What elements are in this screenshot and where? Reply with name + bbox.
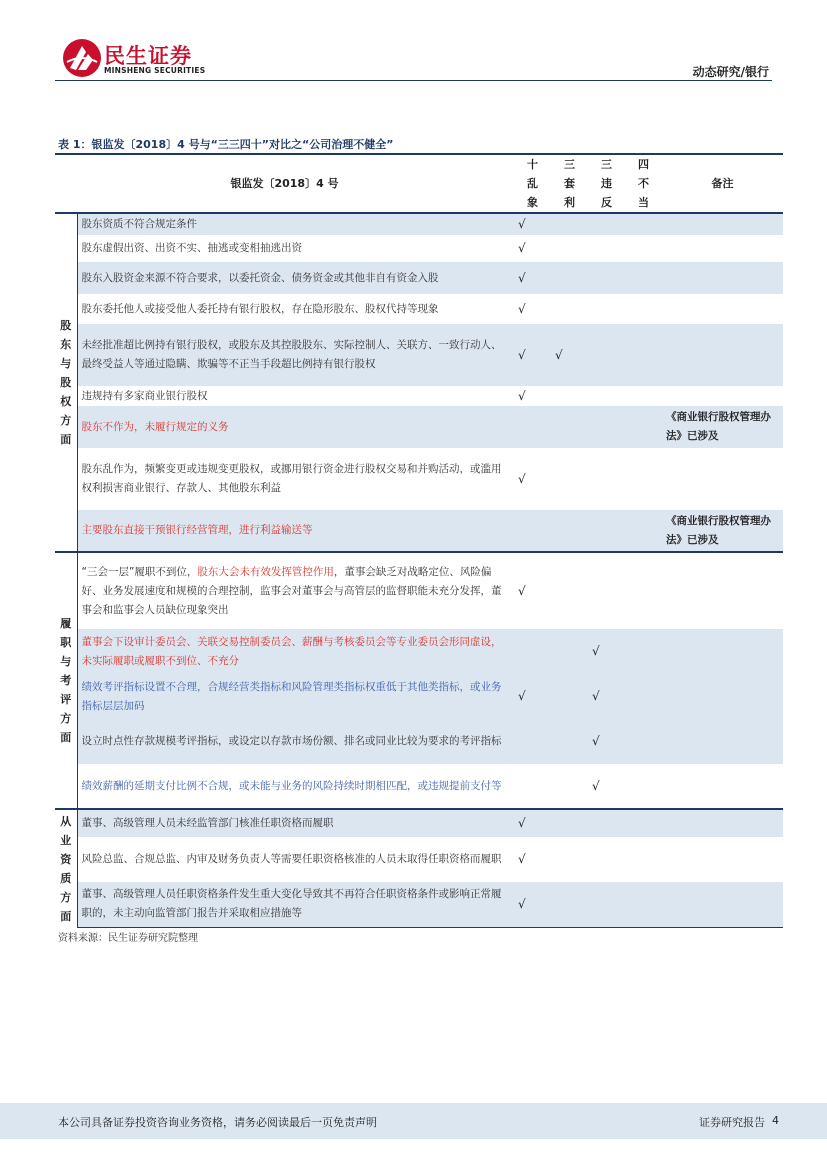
check-mark <box>588 213 625 235</box>
category-char: 评 <box>60 693 72 706</box>
category-char: 考 <box>60 674 72 687</box>
check-mark: √ <box>588 719 625 764</box>
table-title: 表 1：银监发〔2018〕4 号与“三三四十”对比之“公司治理不健全” <box>58 138 394 151</box>
check-mark <box>588 448 625 510</box>
header-char: 反 <box>601 196 613 209</box>
check-mark <box>588 837 625 882</box>
category-char: 权 <box>60 395 72 408</box>
header-char: 四 <box>638 158 650 171</box>
logo-text-cn: 民生证券 <box>104 44 192 68</box>
category-char: 从 <box>60 814 72 828</box>
check-mark <box>625 809 662 837</box>
check-mark <box>551 213 588 235</box>
category-char: 面 <box>60 909 72 923</box>
header-three-violation <box>588 155 625 213</box>
check-mark <box>588 235 625 262</box>
check-mark <box>625 324 662 386</box>
check-mark <box>551 386 588 406</box>
category-char: 方 <box>60 414 72 427</box>
check-mark: √ <box>551 324 588 386</box>
table-row <box>55 448 783 510</box>
table-row <box>55 213 783 235</box>
table-row <box>55 882 783 927</box>
check-mark: √ <box>592 778 600 793</box>
check-mark <box>625 629 662 674</box>
check-mark <box>625 882 662 927</box>
check-mark <box>551 552 588 629</box>
check-mark <box>625 719 662 764</box>
category-qualification <box>55 809 77 927</box>
row-description: 股东入股资金来源不符合要求，以委托资金、债务资金或其他非自有资金入股 <box>77 262 514 294</box>
category-char: 履 <box>60 617 72 630</box>
category-char: 与 <box>60 357 72 370</box>
check-mark <box>588 510 625 552</box>
table-row <box>55 764 783 809</box>
row-note <box>662 294 783 324</box>
header-char: 当 <box>638 196 650 209</box>
check-mark <box>625 213 662 235</box>
row-description: 董事、高级管理人员任职资格条件发生重大变化导致其不再符合任职资格条件或影响正常履职的，未主动向监管部门报告并采取相应措施等 <box>77 882 514 927</box>
row-note <box>662 882 783 927</box>
table-row <box>55 719 783 764</box>
row-note <box>662 552 783 629</box>
check-mark <box>625 764 662 809</box>
row-description: 风险总监、合规总监、内审及财务负责人等需要任职资格核准的人员未取得任职资格而履职 <box>81 853 502 865</box>
row-description: 违规持有多家商业银行股权 <box>81 389 208 402</box>
check-mark: √ <box>518 241 526 255</box>
table-row <box>55 235 783 262</box>
check-mark <box>588 882 625 927</box>
check-mark <box>551 406 588 448</box>
header-char: 不 <box>638 177 650 190</box>
category-char: 东 <box>60 338 72 351</box>
check-mark: √ <box>514 324 551 386</box>
check-mark <box>625 294 662 324</box>
row-note <box>662 837 783 882</box>
row-note <box>662 324 783 386</box>
row-note <box>662 809 783 837</box>
table-row <box>55 510 783 552</box>
row-description: 董事、高级管理人员未经监管部门核准任职资格而履职 <box>77 809 514 837</box>
header-char: 乱 <box>527 177 539 190</box>
header-char: 十 <box>527 158 539 171</box>
check-mark <box>625 837 662 882</box>
table-row <box>55 262 783 294</box>
row-note <box>662 235 783 262</box>
table-row <box>55 629 783 674</box>
check-mark <box>588 386 625 406</box>
source-note: 资料来源：民生证券研究院整理 <box>58 933 198 944</box>
check-mark: √ <box>518 852 526 866</box>
check-mark: √ <box>514 809 551 837</box>
check-mark <box>551 448 588 510</box>
category-char: 与 <box>60 655 72 668</box>
check-mark <box>625 235 662 262</box>
header-four-improper <box>625 155 662 213</box>
check-mark <box>551 235 588 262</box>
check-mark <box>514 719 551 764</box>
check-mark: √ <box>514 213 551 235</box>
category-shareholder <box>55 213 77 552</box>
row-description: 绩效薪酬的延期支付比例不合规，或未能与业务的风险持续时期相匹配，或违规提前支付等 <box>81 779 502 792</box>
minsheng-logo-icon <box>62 38 102 78</box>
check-mark <box>625 406 662 448</box>
check-mark: √ <box>514 552 551 629</box>
header-char: 三 <box>601 158 613 171</box>
category-duty-evaluation <box>55 552 77 809</box>
check-mark <box>551 719 588 764</box>
check-mark <box>514 764 551 809</box>
header-main: 银监发〔2018〕4 号 <box>55 155 514 213</box>
check-mark: √ <box>588 674 625 719</box>
category-char: 股 <box>60 376 72 389</box>
table-header-row <box>55 155 783 213</box>
check-mark <box>588 406 625 448</box>
check-mark <box>551 837 588 882</box>
row-note: 《商业银行股权管理办法》已涉及 <box>662 406 783 448</box>
row-note <box>662 674 783 719</box>
footer-report-label: 证券研究报告 <box>699 1116 765 1129</box>
check-mark: √ <box>514 262 551 294</box>
header-char: 三 <box>564 158 576 171</box>
table-row <box>55 837 783 882</box>
check-mark <box>625 552 662 629</box>
row-description: 股东虚假出资、出资不实、抽逃或变相抽逃出资 <box>81 242 302 254</box>
check-mark <box>551 629 588 674</box>
check-mark <box>551 764 588 809</box>
row-description: 股东委托他人或接受他人委托持有银行股权，存在隐形股东、股权代持等现象 <box>81 302 439 315</box>
header-divider <box>55 80 772 81</box>
category-char: 业 <box>60 833 72 847</box>
table-row <box>55 294 783 324</box>
logo-text-en: MINSHENG SECURITIES <box>104 66 206 75</box>
footer-disclaimer: 本公司具备证券投资咨询业务资格，请务必阅读最后一页免责声明 <box>58 1116 377 1129</box>
page-footer <box>0 1103 827 1139</box>
row-description: 董事会下设审计委员会、关联交易控制委员会、薪酬与考核委员会等专业委员会形同虚设，未实际履职或履职不到位、不充分 <box>77 629 514 674</box>
header-note: 备注 <box>662 155 783 213</box>
check-mark <box>551 809 588 837</box>
check-mark <box>588 294 625 324</box>
row-description: 股东不作为，未履行规定的义务 <box>77 406 514 448</box>
row-description: 主要股东直接干预银行经营管理，进行利益输送等 <box>77 510 514 552</box>
check-mark <box>588 324 625 386</box>
row-text-part: ，董事会缺乏对战略定位、风险偏好、业务发展速度和规模的合理控制，监事会对董事会与高管层的监督职能未充分发挥，董事会和监事会人员缺位现象突出 <box>81 565 502 616</box>
header-char: 象 <box>527 196 539 209</box>
category-char: 面 <box>60 433 72 446</box>
report-type-label: 动态研究/银行 <box>692 65 769 79</box>
header-char: 利 <box>564 196 576 209</box>
row-text-highlight: 股东大会未有效发挥管控作用 <box>197 565 334 578</box>
check-mark <box>551 262 588 294</box>
row-description: 设立时点性存款规模考评指标，或设定以存款市场份额、排名或同业比较为要求的考评指标 <box>77 719 514 764</box>
row-note <box>662 448 783 510</box>
row-note <box>662 629 783 674</box>
header-ten-chaos <box>514 155 551 213</box>
check-mark <box>625 262 662 294</box>
category-char: 职 <box>60 636 72 649</box>
category-char: 方 <box>60 890 72 904</box>
row-description: 股东乱作为，频繁变更或违规变更股权，或挪用银行资金进行股权交易和并购活动，或滥用权利损害商业银行、存款人、其他股东利益 <box>81 463 502 494</box>
row-description <box>77 552 514 629</box>
header-char: 违 <box>601 177 613 190</box>
table-row <box>55 552 783 629</box>
category-char: 方 <box>60 712 72 725</box>
check-mark <box>625 674 662 719</box>
check-mark <box>625 448 662 510</box>
category-char: 股 <box>60 319 72 332</box>
row-note <box>662 764 783 809</box>
check-mark: √ <box>518 301 526 316</box>
row-text-part: “三会一层”履职不到位， <box>81 565 198 578</box>
check-mark <box>514 406 551 448</box>
table-row <box>55 386 783 406</box>
check-mark <box>588 809 625 837</box>
row-description: 股东资质不符合规定条件 <box>77 213 514 235</box>
table-row <box>55 406 783 448</box>
check-mark <box>551 510 588 552</box>
header-three-arbitrage <box>551 155 588 213</box>
comparison-table <box>55 155 783 928</box>
check-mark <box>551 674 588 719</box>
check-mark: √ <box>514 882 551 927</box>
row-note <box>662 262 783 294</box>
row-description: 绩效考评指标设置不合理，合规经营类指标和风险管理类指标权重低于其他类指标，或业务指标层层加码 <box>77 674 514 719</box>
row-description: 未经批准超比例持有银行股权，或股东及其控股股东、实际控制人、关联方、一致行动人、最终受益人等通过隐瞒、欺骗等不正当手段超比例持有银行股权 <box>77 324 514 386</box>
check-mark <box>625 386 662 406</box>
category-char: 质 <box>60 871 72 885</box>
table-row <box>55 674 783 719</box>
check-mark <box>514 629 551 674</box>
check-mark <box>588 552 625 629</box>
table-row <box>55 809 783 837</box>
row-note <box>662 386 783 406</box>
check-mark <box>625 510 662 552</box>
category-char: 资 <box>60 852 72 866</box>
check-mark: √ <box>588 629 625 674</box>
check-mark: √ <box>514 674 551 719</box>
check-mark: √ <box>518 388 526 403</box>
check-mark <box>551 294 588 324</box>
row-note: 《商业银行股权管理办法》已涉及 <box>662 510 783 552</box>
table-row <box>55 324 783 386</box>
row-note <box>662 213 783 235</box>
check-mark <box>514 510 551 552</box>
row-note <box>662 719 783 764</box>
company-logo <box>62 38 212 82</box>
category-char: 面 <box>60 731 72 744</box>
check-mark <box>551 882 588 927</box>
page-number: 4 <box>772 1114 779 1127</box>
check-mark <box>588 262 625 294</box>
header-char: 套 <box>564 177 576 190</box>
check-mark: √ <box>518 471 526 486</box>
